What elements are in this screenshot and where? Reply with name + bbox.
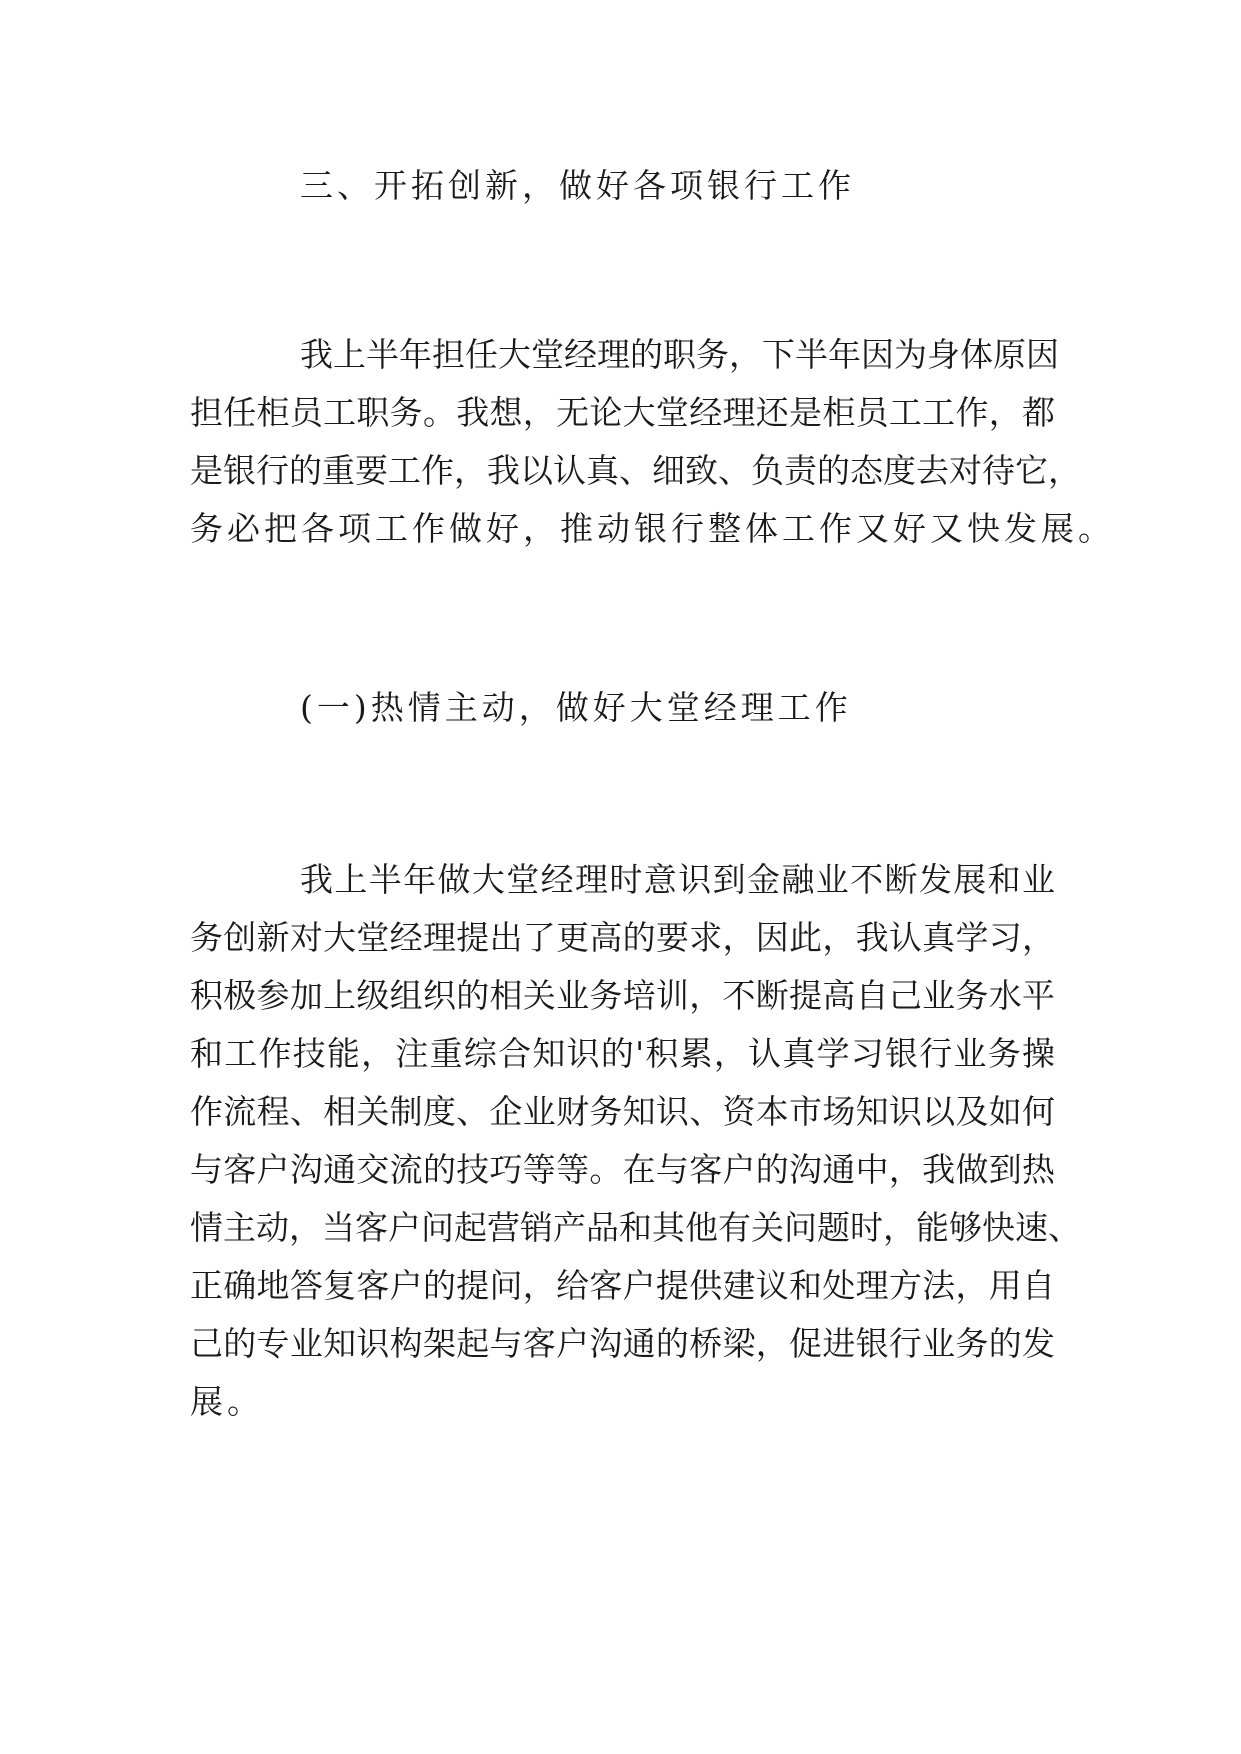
paragraph-line: 是银行的重要工作，我以认真、细致、负责的态度去对待它， (190, 451, 1081, 490)
paragraph-line: 和工作技能，注重综合知识的'积累，认真学习银行业务操 (190, 1034, 1055, 1073)
paragraph-line: 我上半年担任大堂经理的职务，下半年因为身体原因 (300, 335, 1059, 374)
paragraph-line: 正确地答复客户的提问，给客户提供建议和处理方法，用自 (190, 1266, 1055, 1305)
paragraph-line: 务必把各项工作做好，推动银行整体工作又好又快发展。 (190, 509, 1115, 548)
paragraph-line: 担任柜员工职务。我想，无论大堂经理还是柜员工工作，都 (190, 393, 1055, 432)
paragraph-line: 情主动，当客户问起营销产品和其他有关问题时，能够快速、 (190, 1208, 1081, 1247)
paragraph-line: 我上半年做大堂经理时意识到金融业不断发展和业 (300, 860, 1055, 899)
paragraph-line: 己的专业知识构架起与客户沟通的桥梁，促进银行业务的发 (190, 1324, 1055, 1363)
paragraph-line: 与客户沟通交流的技巧等等。在与客户的沟通中，我做到热 (190, 1150, 1055, 1189)
paragraph-line: 务创新对大堂经理提出了更高的要求，因此，我认真学习， (190, 918, 1055, 957)
paragraph-1 (190, 326, 1115, 558)
paragraph-line: 展。 (190, 1382, 264, 1421)
paragraph-2 (190, 851, 1081, 1431)
subsection-heading: (一)热情主动，做好大堂经理工作 (300, 688, 852, 727)
section-heading: 三、开拓创新，做好各项银行工作 (300, 166, 855, 205)
paragraph-line: 积极参加上级组织的相关业务培训，不断提高自己业务水平 (190, 976, 1055, 1015)
paragraph-line: 作流程、相关制度、企业财务知识、资本市场知识以及如何 (190, 1092, 1055, 1131)
